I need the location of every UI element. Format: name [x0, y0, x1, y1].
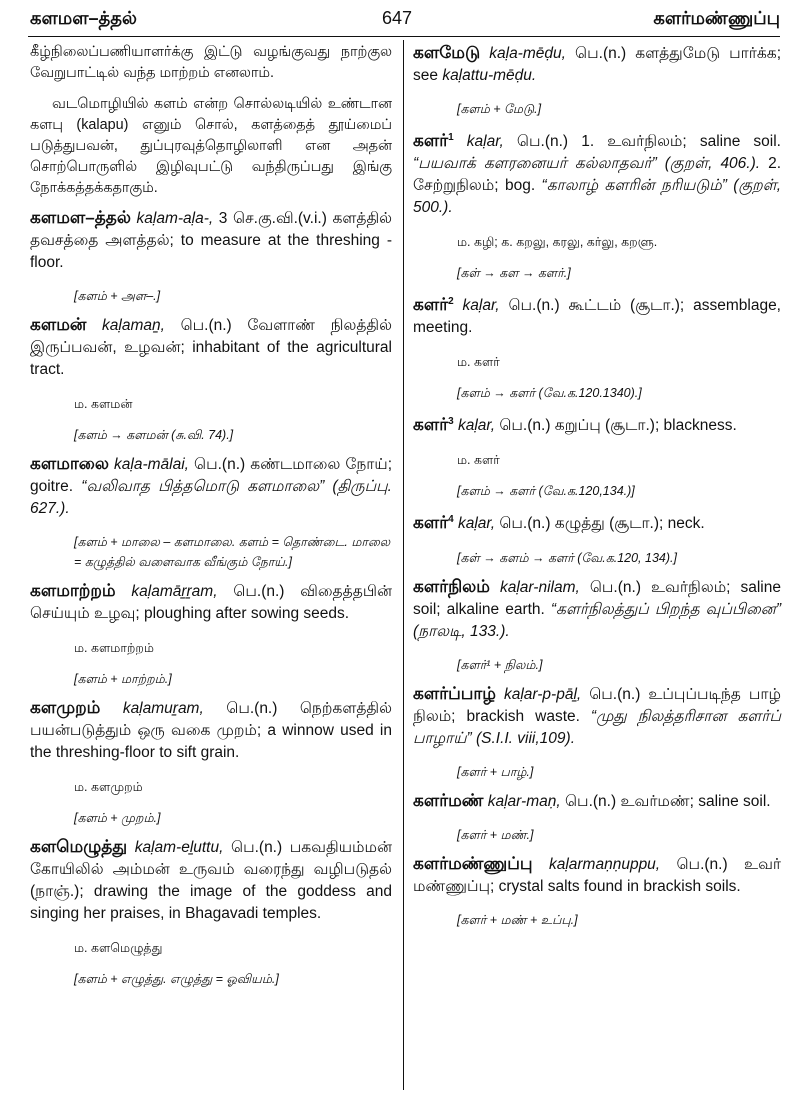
- definition: பெ.(n.) உவர்மண்; saline soil.: [560, 792, 771, 810]
- entry-kalamezhuthu: [30, 836, 392, 925]
- definition: பெ.(n.) கழுத்து (சூடா.); neck.: [495, 515, 705, 533]
- transliteration: kaḷar-nilam,: [499, 578, 580, 596]
- definition: பெ.(n.) கூட்டம் (சூடா.); assemblage, meeting.: [413, 297, 781, 337]
- transliteration: kaḷam-aḷa-,: [136, 210, 214, 227]
- column-divider: [403, 40, 404, 1090]
- headword: களமாலை: [30, 454, 109, 473]
- definition: பெ.(n.) 1. உவர்நிலம்; saline soil.: [503, 133, 781, 151]
- definition: பெ.(n.) வேளாண் நிலத்தில் இருப்பவன், உழவன்; inhabitant of the agricultural tract.: [30, 317, 392, 378]
- cognates: ம. கழி; க. கறலு, கரலு, கர்லு, கறளு.: [457, 235, 658, 250]
- entry-kalarnilam: [413, 576, 781, 643]
- transliteration: kaḷar-maṇ,: [487, 792, 561, 810]
- left-column: [30, 42, 392, 997]
- etymology: [களம் + முறம்.]: [74, 811, 161, 825]
- homonym-number: 4: [448, 514, 454, 526]
- headword: களர்ப்பாழ்: [413, 683, 496, 703]
- headword: களமெழுத்து: [30, 837, 128, 856]
- homonym-number: 1: [448, 132, 454, 143]
- quotation: “வலிவாத பித்தமொடு களமாலை”: [81, 478, 325, 495]
- definition: 2. சேற்றுநிலம்; bog.: [413, 155, 782, 195]
- entry-kalarppazh: [413, 683, 781, 750]
- homonym-number: 2: [448, 296, 454, 308]
- etymology: [களர்¹ + நிலம்.]: [457, 657, 543, 672]
- page-number: 647: [382, 8, 413, 28]
- headword: களர்: [413, 513, 449, 533]
- transliteration: kaḷamuṟam,: [122, 700, 204, 717]
- quotation: “களர்நிலத்துப் பிறந்த வுப்பினை” (நாலடி, 133.).: [413, 600, 781, 640]
- headword: களர்: [413, 295, 449, 315]
- etymology: [களம் + மாலை – களமாலை. களம் = தொண்டை. மாலை = கழுத்தில் வளைவாக வீங்கும் நோய்.]: [74, 535, 391, 569]
- etymology: [களர் + பாழ்.]: [457, 764, 534, 779]
- etymology: [களம் → களர் (வே.க.120,134.)]: [457, 484, 635, 499]
- headword: களர்: [413, 131, 449, 151]
- entry-kalamuram: [30, 697, 392, 764]
- etymology: [களம் + அள–.]: [74, 289, 161, 303]
- transliteration: kaḷarmaṇṇuppu,: [548, 855, 661, 873]
- intro-paragraph: வடமொழியில் களம் என்ற சொல்லடியில் உண்டான களபு (kalapu) எனும் சொல், களத்தைத் தூய்மைப் படுத்துபவன், துப்புரவுத்தொழிலாளி என அதன் சொற்பொருளில் இழிவுபட்டு வந்திருப்பது இங்கு நோக்கத்தக்கதாகும்.: [30, 96, 392, 196]
- quotation: “காலாழ் களரின் நரியடும்” (குறள், 500.).: [413, 177, 781, 217]
- etymology: [களம் + எழுத்து. எழுத்து = ஓவியம்.]: [74, 972, 279, 986]
- quotation: “முது நிலத்தரிசான களர்ப் பாழாய்” (S.I.I. viii,109).: [413, 707, 781, 747]
- entry-kalamedu: [413, 42, 781, 87]
- transliteration: kaḷar,: [453, 133, 504, 151]
- definition: பெ.(n.) நெற்களத்தில் பயன்படுத்தும் ஒரு வகை முறம்; a winnow used in the threshing-floor to sift grain.: [30, 700, 392, 761]
- etymology: [களர் + மண்.]: [457, 827, 534, 842]
- etymology: [கள் → கள → களர்.]: [457, 266, 571, 281]
- etymology: [கள் → களம் → களர் (வே.க.120, 134).]: [457, 550, 677, 565]
- etymology: [களம் → களர் (வே.க.120.1340).]: [457, 386, 642, 401]
- transliteration: kaḷam-eḻuttu,: [134, 839, 224, 856]
- etymology: [களம் → களமன் (சு.வி. 74).]: [74, 428, 234, 442]
- headword: களமாற்றம்: [30, 581, 116, 600]
- transliteration: kaḷar-p-pāḻ,: [503, 685, 582, 703]
- transliteration: kaḷamaṉ,: [102, 317, 165, 334]
- headword: களமள–த்தல்: [30, 208, 131, 227]
- headword: களர்மண்ணுப்பு: [413, 853, 533, 873]
- header-rule: [28, 36, 780, 37]
- headword: களர்: [413, 415, 449, 435]
- entry-kalarman: [413, 790, 781, 813]
- entry-kalamalai: [30, 453, 392, 520]
- entry-kalar-1: [413, 127, 781, 219]
- intro-paragraph: கீழ்நிலைப்பணியாளர்க்கு இட்டு வழங்குவது நாற்குல வேறுபாட்டில் வந்த மாற்றம் எனலாம்.: [30, 44, 392, 81]
- page-header: [0, 0, 800, 40]
- cognates: ம. களமன்: [74, 397, 133, 411]
- definition: பெ.(n.) பகவதியம்மன் கோயிலில் அம்மன் உருவம் வரைந்து வழிபடுதல் (நாஞ்.); drawing the image of the goddess and singing her praises, in Bhagavadi temples.: [30, 839, 392, 922]
- right-guide-word: களர்மண்ணுப்பு: [653, 8, 780, 28]
- quotation: “பயவாக் களரனையர் கல்லாதவர்” (குறள், 406.).: [413, 155, 761, 173]
- etymology: [களர் + மண் + உப்பு.]: [457, 912, 578, 927]
- definition: பெ.(n.) கறுப்பு (சூடா.); blackness.: [495, 417, 737, 435]
- definition: பெ.(n.) விதைத்தபின் செய்யும் உழவு; ploughing after sowing seeds.: [30, 583, 392, 622]
- cognates: ம. களமுறம்: [74, 780, 143, 794]
- definition: பெ.(n.) உவர் மண்ணுப்பு; crystal salts found in brackish soils.: [413, 855, 782, 895]
- headword: களமன்: [30, 315, 87, 334]
- homonym-number: 3: [448, 416, 454, 428]
- entry-kalar-3: [413, 411, 781, 437]
- entry-kalamarram: [30, 580, 392, 625]
- etymology: [களம் + மாற்றம்.]: [74, 672, 172, 686]
- cognates: ம. களமாற்றம்: [74, 641, 154, 655]
- transliteration: kaḷa-mālai,: [114, 456, 189, 473]
- cognates: ம. களமெழுத்து: [74, 941, 163, 955]
- definition: பெ.(n.) உவர்நிலம்; saline soil; alkaline earth.: [413, 578, 781, 618]
- headword: களமேடு: [413, 43, 481, 62]
- definition: 3 செ.கு.வி.(v.i.) களத்தில் தவசத்தை அளத்தல்; to measure at the threshing - floor.: [30, 210, 393, 271]
- entry-kalamala: [30, 207, 392, 274]
- transliteration: kaḷar,: [453, 515, 496, 533]
- see-transliteration: kaḷattu-mēḍu.: [442, 67, 537, 84]
- entry-kalar-4: [413, 509, 781, 535]
- left-guide-word: களமள–த்தல்: [30, 8, 137, 28]
- headword: களர்மண்: [413, 790, 484, 810]
- cognates: ம. களர்: [457, 453, 500, 468]
- entry-kalaman: [30, 314, 392, 381]
- quotation-source: (திருப்பு. 627.).: [30, 478, 392, 517]
- definition: பெ.(n.) களத்துமேடு பார்க்க; see: [413, 45, 781, 84]
- definition: பெ.(n.) கண்டமாலை நோய்; goitre.: [30, 456, 392, 495]
- transliteration: kaḷamāṟṟam,: [131, 583, 218, 600]
- headword: களர்நிலம்: [413, 576, 490, 596]
- entry-kalarmannuppu: [413, 853, 781, 898]
- right-column: [413, 42, 781, 938]
- definition: பெ.(n.) உப்புப்படிந்த பாழ் நிலம்; brackish waste.: [413, 685, 781, 725]
- headword: களமுறம்: [30, 698, 101, 717]
- transliteration: kaḷar,: [453, 417, 496, 435]
- entry-kalar-2: [413, 291, 781, 339]
- transliteration: kaḷa-mēḍu,: [489, 45, 566, 62]
- transliteration: kaḷar,: [453, 297, 500, 315]
- cognates: ம. களர்: [457, 355, 500, 370]
- etymology: [களம் + மேடு.]: [457, 102, 542, 116]
